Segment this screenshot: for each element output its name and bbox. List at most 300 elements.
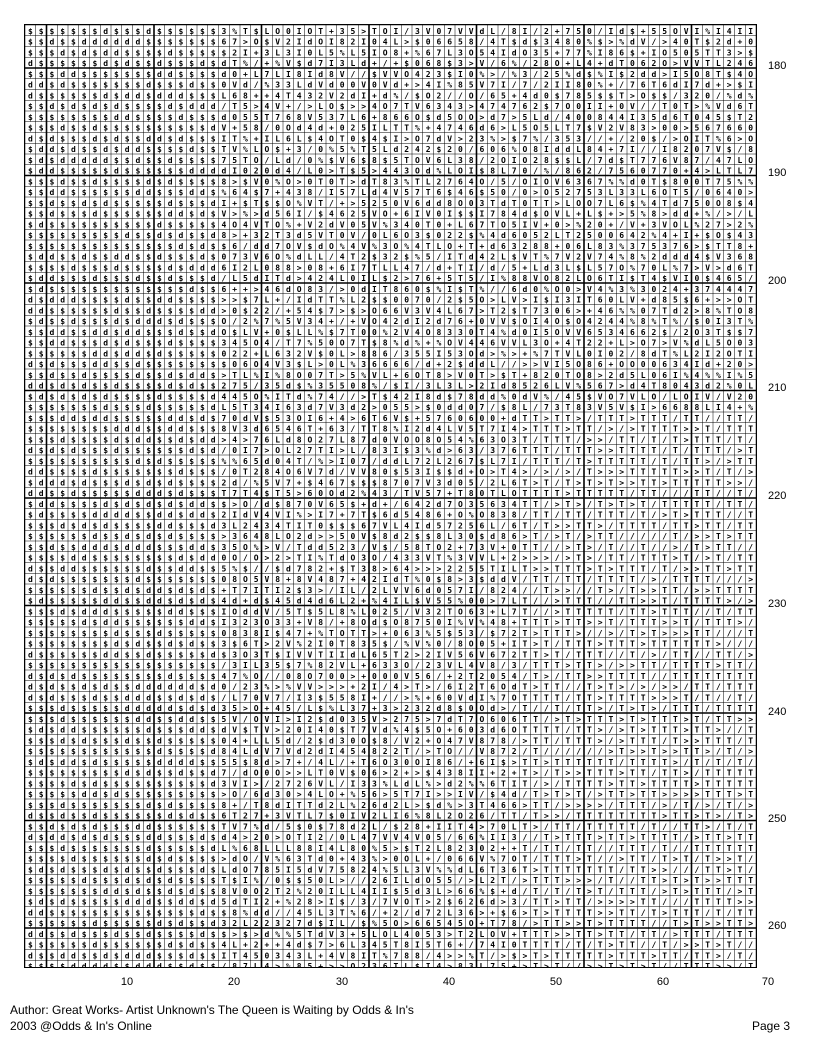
stitch-symbol: 3 xyxy=(383,661,388,670)
stitch-symbol: > xyxy=(748,715,753,724)
stitch-symbol: $ xyxy=(146,382,151,391)
stitch-symbol: $ xyxy=(135,812,140,821)
stitch-symbol: % xyxy=(630,317,635,326)
stitch-symbol: 4 xyxy=(598,145,603,154)
stitch-symbol: 4 xyxy=(232,435,237,444)
stitch-symbol: I xyxy=(555,296,560,305)
stitch-symbol: / xyxy=(630,489,635,498)
stitch-symbol: d xyxy=(522,285,527,294)
stitch-symbol: d xyxy=(200,188,205,197)
stitch-symbol: / xyxy=(393,349,398,358)
stitch-symbol: $ xyxy=(146,59,151,68)
stitch-symbol: 7 xyxy=(598,253,603,262)
stitch-symbol: 0 xyxy=(641,134,646,143)
stitch-symbol: d xyxy=(125,736,130,745)
stitch-symbol: $ xyxy=(598,91,603,100)
stitch-symbol: d xyxy=(157,747,162,756)
stitch-symbol: d xyxy=(694,339,699,348)
stitch-symbol: d xyxy=(60,801,65,810)
stitch-symbol: 6 xyxy=(426,59,431,68)
stitch-symbol: $ xyxy=(318,210,323,219)
stitch-symbol: > xyxy=(458,801,463,810)
stitch-symbol: 3 xyxy=(458,554,463,563)
stitch-symbol: 4 xyxy=(694,371,699,380)
stitch-symbol: V xyxy=(318,500,323,509)
stitch-symbol: 4 xyxy=(436,306,441,315)
stitch-symbol: 2 xyxy=(404,145,409,154)
stitch-symbol: V xyxy=(383,70,388,79)
stitch-symbol: L xyxy=(619,296,624,305)
stitch-symbol: T xyxy=(587,726,592,735)
stitch-symbol: > xyxy=(361,102,366,111)
stitch-symbol: / xyxy=(565,683,570,692)
stitch-symbol: T xyxy=(684,457,689,466)
stitch-symbol: 2 xyxy=(576,253,581,262)
stitch-symbol: $ xyxy=(82,769,87,778)
stitch-symbol: > xyxy=(565,769,570,778)
stitch-symbol: % xyxy=(393,726,398,735)
stitch-symbol: $ xyxy=(146,779,151,788)
stitch-symbol: 5 xyxy=(673,48,678,57)
stitch-symbol: $ xyxy=(71,285,76,294)
stitch-symbol: 6 xyxy=(684,242,689,251)
stitch-symbol: 2 xyxy=(393,801,398,810)
stitch-symbol: V xyxy=(307,575,312,584)
stitch-symbol: 8 xyxy=(587,360,592,369)
stitch-symbol: 6 xyxy=(458,726,463,735)
stitch-symbol: $ xyxy=(200,704,205,713)
stitch-symbol: d xyxy=(619,27,624,36)
stitch-symbol: T xyxy=(608,758,613,767)
stitch-symbol: > xyxy=(662,210,667,219)
stitch-symbol: L xyxy=(275,532,280,541)
stitch-symbol: 5 xyxy=(286,489,291,498)
stitch-symbol: > xyxy=(608,747,613,756)
stitch-symbol: $ xyxy=(39,349,44,358)
stitch-symbol: d xyxy=(28,812,33,821)
stitch-symbol: T xyxy=(651,414,656,423)
stitch-symbol: T xyxy=(318,177,323,186)
stitch-symbol: / xyxy=(512,177,517,186)
stitch-symbol: 6 xyxy=(490,715,495,724)
stitch-symbol: O xyxy=(458,500,463,509)
stitch-symbol: % xyxy=(404,242,409,251)
stitch-symbol: T xyxy=(694,629,699,638)
stitch-symbol: T xyxy=(705,521,710,530)
stitch-symbol: T xyxy=(684,102,689,111)
stitch-symbol: $ xyxy=(103,285,108,294)
stitch-symbol: > xyxy=(490,597,495,606)
stitch-symbol: 6 xyxy=(307,489,312,498)
stitch-symbol: % xyxy=(469,511,474,520)
stitch-symbol: L xyxy=(555,124,560,133)
stitch-symbol: $ xyxy=(125,468,130,477)
stitch-symbol: d xyxy=(92,177,97,186)
stitch-symbol: I xyxy=(458,683,463,692)
stitch-symbol: / xyxy=(608,597,613,606)
stitch-symbol: 2 xyxy=(662,285,667,294)
stitch-symbol: $ xyxy=(178,790,183,799)
stitch-symbol: d xyxy=(189,564,194,573)
stitch-symbol: I xyxy=(393,134,398,143)
stitch-symbol: d xyxy=(146,317,151,326)
stitch-symbol: T xyxy=(576,618,581,627)
stitch-symbol: 5 xyxy=(361,124,366,133)
stitch-symbol: T xyxy=(522,607,527,616)
stitch-symbol: $ xyxy=(146,575,151,584)
stitch-symbol: > xyxy=(383,769,388,778)
stitch-symbol: / xyxy=(630,554,635,563)
stitch-symbol: V xyxy=(221,124,226,133)
stitch-symbol: V xyxy=(630,220,635,229)
stitch-symbol: 7 xyxy=(544,403,549,412)
stitch-symbol: > xyxy=(501,704,506,713)
stitch-symbol: 3 xyxy=(469,801,474,810)
stitch-symbol: d xyxy=(114,650,119,659)
stitch-symbol: $ xyxy=(114,274,119,283)
stitch-symbol: d xyxy=(39,156,44,165)
stitch-symbol: $ xyxy=(82,446,87,455)
stitch-symbol: % xyxy=(275,317,280,326)
stitch-symbol: 4 xyxy=(512,210,517,219)
stitch-symbol: $ xyxy=(211,59,216,68)
stitch-symbol: > xyxy=(544,758,549,767)
stitch-symbol: / xyxy=(651,145,656,154)
stitch-symbol: d xyxy=(135,640,140,649)
stitch-symbol: $ xyxy=(189,91,194,100)
stitch-symbol: 2 xyxy=(426,661,431,670)
stitch-symbol: + xyxy=(716,81,721,90)
stitch-symbol: / xyxy=(662,392,667,401)
stitch-symbol: $ xyxy=(39,747,44,756)
stitch-symbol: T xyxy=(619,457,624,466)
stitch-symbol: > xyxy=(684,726,689,735)
stitch-symbol: $ xyxy=(135,554,140,563)
stitch-symbol: I xyxy=(329,747,334,756)
stitch-symbol: > xyxy=(619,661,624,670)
stitch-symbol: + xyxy=(232,285,237,294)
stitch-symbol: $ xyxy=(60,425,65,434)
stitch-symbol: 0 xyxy=(447,693,452,702)
stitch-symbol: > xyxy=(264,640,269,649)
stitch-symbol: 5 xyxy=(340,382,345,391)
stitch-symbol: / xyxy=(694,618,699,627)
stitch-symbol: 8 xyxy=(307,564,312,573)
stitch-symbol: 0 xyxy=(522,231,527,240)
stitch-symbol: / xyxy=(522,790,527,799)
stitch-symbol: d xyxy=(82,156,87,165)
stitch-symbol: 3 xyxy=(383,446,388,455)
stitch-symbol: T xyxy=(544,586,549,595)
stitch-symbol: V xyxy=(630,296,635,305)
stitch-symbol: d xyxy=(71,446,76,455)
stitch-symbol: / xyxy=(555,640,560,649)
stitch-symbol: T xyxy=(598,650,603,659)
stitch-symbol: $ xyxy=(103,382,108,391)
stitch-symbol: 3 xyxy=(426,382,431,391)
stitch-symbol: > xyxy=(555,532,560,541)
stitch-symbol: 8 xyxy=(232,575,237,584)
stitch-symbol: $ xyxy=(92,296,97,305)
stitch-symbol: d xyxy=(318,597,323,606)
stitch-symbol: 6 xyxy=(393,306,398,315)
stitch-symbol: $ xyxy=(178,704,183,713)
stitch-symbol: 6 xyxy=(243,360,248,369)
stitch-symbol: T xyxy=(608,683,613,692)
stitch-symbol: T xyxy=(705,726,710,735)
stitch-symbol: V xyxy=(254,511,259,520)
stitch-symbol: $ xyxy=(200,177,205,186)
stitch-symbol: 6 xyxy=(307,779,312,788)
stitch-symbol: / xyxy=(361,231,366,240)
stitch-symbol: > xyxy=(565,521,570,530)
stitch-symbol: 2 xyxy=(512,747,517,756)
stitch-symbol: 6 xyxy=(576,167,581,176)
stitch-symbol: 4 xyxy=(748,199,753,208)
stitch-symbol: 0 xyxy=(490,145,495,154)
stitch-symbol: I xyxy=(297,693,302,702)
stitch-symbol: / xyxy=(522,575,527,584)
stitch-symbol: 7 xyxy=(361,726,366,735)
stitch-symbol: + xyxy=(716,360,721,369)
stitch-symbol: 3 xyxy=(458,102,463,111)
stitch-symbol: $ xyxy=(211,285,216,294)
stitch-symbol: T xyxy=(522,478,527,487)
stitch-symbol: d xyxy=(49,188,54,197)
stitch-symbol: d xyxy=(103,392,108,401)
stitch-symbol: $ xyxy=(200,672,205,681)
stitch-symbol: $ xyxy=(157,779,162,788)
stitch-symbol: $ xyxy=(146,285,151,294)
stitch-symbol: $ xyxy=(125,360,130,369)
stitch-symbol: $ xyxy=(49,59,54,68)
stitch-symbol: / xyxy=(705,650,710,659)
stitch-symbol: 2 xyxy=(243,263,248,272)
stitch-symbol: > xyxy=(307,102,312,111)
stitch-symbol: $ xyxy=(146,371,151,380)
stitch-symbol: 0 xyxy=(221,629,226,638)
stitch-symbol: d xyxy=(383,726,388,735)
stitch-symbol: d xyxy=(82,521,87,530)
stitch-symbol: $ xyxy=(28,38,33,47)
stitch-symbol: T xyxy=(727,779,732,788)
stitch-symbol: 0 xyxy=(393,672,398,681)
stitch-symbol: / xyxy=(737,726,742,735)
stitch-symbol: I xyxy=(694,27,699,36)
stitch-symbol: $ xyxy=(114,188,119,197)
stitch-symbol: L xyxy=(501,489,506,498)
stitch-symbol: V xyxy=(490,317,495,326)
stitch-symbol: $ xyxy=(114,242,119,251)
stitch-symbol: $ xyxy=(82,704,87,713)
stitch-symbol: T xyxy=(694,511,699,520)
stitch-symbol: 6 xyxy=(501,145,506,154)
stitch-symbol: / xyxy=(490,403,495,412)
stitch-symbol: $ xyxy=(28,801,33,810)
stitch-symbol: 7 xyxy=(404,715,409,724)
stitch-symbol: $ xyxy=(393,382,398,391)
stitch-symbol: I xyxy=(490,758,495,767)
stitch-symbol: d xyxy=(60,478,65,487)
stitch-symbol: / xyxy=(651,564,656,573)
stitch-symbol: 0 xyxy=(426,575,431,584)
stitch-symbol: / xyxy=(576,468,581,477)
stitch-symbol: V xyxy=(286,640,291,649)
stitch-symbol: % xyxy=(297,199,302,208)
stitch-symbol: L xyxy=(307,769,312,778)
stitch-symbol: $ xyxy=(135,672,140,681)
stitch-symbol: 2 xyxy=(426,145,431,154)
stitch-symbol: d xyxy=(189,263,194,272)
stitch-symbol: 5 xyxy=(469,564,474,573)
stitch-symbol: / xyxy=(662,435,667,444)
stitch-symbol: T xyxy=(522,779,527,788)
stitch-symbol: $ xyxy=(39,607,44,616)
stitch-symbol: 5 xyxy=(426,618,431,627)
stitch-symbol: / xyxy=(436,683,441,692)
stitch-symbol: 5 xyxy=(490,188,495,197)
stitch-symbol: d xyxy=(329,736,334,745)
stitch-symbol: T xyxy=(404,575,409,584)
stitch-symbol: T xyxy=(608,511,613,520)
stitch-symbol: / xyxy=(307,145,312,154)
stitch-symbol: / xyxy=(705,156,710,165)
stitch-symbol: T xyxy=(522,726,527,735)
stitch-symbol: > xyxy=(522,425,527,434)
stitch-symbol: 8 xyxy=(436,328,441,337)
stitch-symbol: d xyxy=(168,672,173,681)
stitch-symbol: 2 xyxy=(533,382,538,391)
stitch-symbol: 3 xyxy=(555,263,560,272)
stitch-symbol: $ xyxy=(28,328,33,337)
stitch-symbol: O xyxy=(458,199,463,208)
stitch-symbol: $ xyxy=(82,403,87,412)
stitch-symbol: 8 xyxy=(307,285,312,294)
stitch-symbol: d xyxy=(512,414,517,423)
stitch-symbol: 3 xyxy=(307,586,312,595)
stitch-symbol: $ xyxy=(221,500,226,509)
stitch-symbol: + xyxy=(684,167,689,176)
stitch-symbol: 3 xyxy=(264,661,269,670)
stitch-symbol: d xyxy=(436,704,441,713)
stitch-symbol: / xyxy=(716,210,721,219)
stitch-symbol: V xyxy=(264,747,269,756)
stitch-symbol: d xyxy=(135,683,140,692)
stitch-symbol: T xyxy=(737,564,742,573)
stitch-symbol: T xyxy=(727,306,732,315)
stitch-symbol: $ xyxy=(103,231,108,240)
stitch-symbol: $ xyxy=(297,586,302,595)
stitch-symbol: $ xyxy=(125,382,130,391)
stitch-symbol: / xyxy=(748,618,753,627)
stitch-symbol: $ xyxy=(125,317,130,326)
stitch-symbol: d xyxy=(125,769,130,778)
stitch-symbol: > xyxy=(565,543,570,552)
stitch-symbol: $ xyxy=(189,554,194,563)
stitch-symbol: $ xyxy=(114,156,119,165)
stitch-symbol: > xyxy=(415,81,420,90)
stitch-symbol: $ xyxy=(60,790,65,799)
stitch-symbol: 7 xyxy=(297,661,302,670)
stitch-symbol: V xyxy=(307,220,312,229)
stitch-symbol: T xyxy=(748,586,753,595)
stitch-symbol: $ xyxy=(71,371,76,380)
stitch-symbol: $ xyxy=(211,38,216,47)
stitch-symbol: 5 xyxy=(673,296,678,305)
stitch-symbol: 2 xyxy=(404,392,409,401)
stitch-symbol: $ xyxy=(103,554,108,563)
stitch-symbol: 8 xyxy=(544,156,549,165)
stitch-symbol: d xyxy=(200,414,205,423)
stitch-symbol: $ xyxy=(189,210,194,219)
stitch-symbol: O xyxy=(426,91,431,100)
stitch-symbol: T xyxy=(221,489,226,498)
stitch-symbol: d xyxy=(71,779,76,788)
stitch-symbol: 7 xyxy=(318,371,323,380)
stitch-symbol: 5 xyxy=(587,188,592,197)
stitch-symbol: > xyxy=(576,414,581,423)
stitch-symbol: 8 xyxy=(436,532,441,541)
stitch-symbol: $ xyxy=(28,167,33,176)
stitch-symbol: $ xyxy=(114,392,119,401)
stitch-symbol: 2 xyxy=(393,747,398,756)
stitch-symbol: T xyxy=(705,446,710,455)
stitch-symbol: d xyxy=(135,715,140,724)
stitch-symbol: $ xyxy=(39,790,44,799)
stitch-symbol: $ xyxy=(60,554,65,563)
stitch-symbol: 0 xyxy=(694,274,699,283)
stitch-symbol: d xyxy=(307,38,312,47)
stitch-symbol: $ xyxy=(200,339,205,348)
stitch-symbol: d xyxy=(673,81,678,90)
stitch-symbol: T xyxy=(727,769,732,778)
stitch-symbol: / xyxy=(705,715,710,724)
stitch-symbol: 8 xyxy=(598,113,603,122)
stitch-symbol: 7 xyxy=(705,285,710,294)
stitch-symbol: $ xyxy=(221,360,226,369)
stitch-symbol: T xyxy=(565,500,570,509)
stitch-symbol: $ xyxy=(92,91,97,100)
stitch-symbol: 8 xyxy=(329,575,334,584)
stitch-symbol: d xyxy=(103,48,108,57)
stitch-symbol: d xyxy=(71,263,76,272)
stitch-symbol: % xyxy=(275,59,280,68)
stitch-symbol: d xyxy=(28,382,33,391)
stitch-symbol: 5 xyxy=(447,113,452,122)
stitch-symbol: L xyxy=(512,124,517,133)
stitch-symbol: I xyxy=(318,511,323,520)
stitch-symbol: 4 xyxy=(619,317,624,326)
stitch-symbol: 5 xyxy=(608,403,613,412)
stitch-symbol: $ xyxy=(103,726,108,735)
stitch-symbol: $ xyxy=(135,661,140,670)
stitch-symbol: / xyxy=(737,210,742,219)
stitch-symbol: d xyxy=(71,672,76,681)
stitch-symbol: 0 xyxy=(469,328,474,337)
stitch-symbol: $ xyxy=(200,231,205,240)
stitch-symbol: 6 xyxy=(641,328,646,337)
stitch-symbol: / xyxy=(533,435,538,444)
stitch-symbol: T xyxy=(608,672,613,681)
stitch-symbol: d xyxy=(329,81,334,90)
stitch-symbol: T xyxy=(329,371,334,380)
stitch-symbol: $ xyxy=(146,91,151,100)
stitch-symbol: $ xyxy=(178,59,183,68)
stitch-symbol: $ xyxy=(71,349,76,358)
stitch-symbol: V xyxy=(372,220,377,229)
stitch-symbol: $ xyxy=(39,263,44,272)
stitch-symbol: L xyxy=(383,124,388,133)
